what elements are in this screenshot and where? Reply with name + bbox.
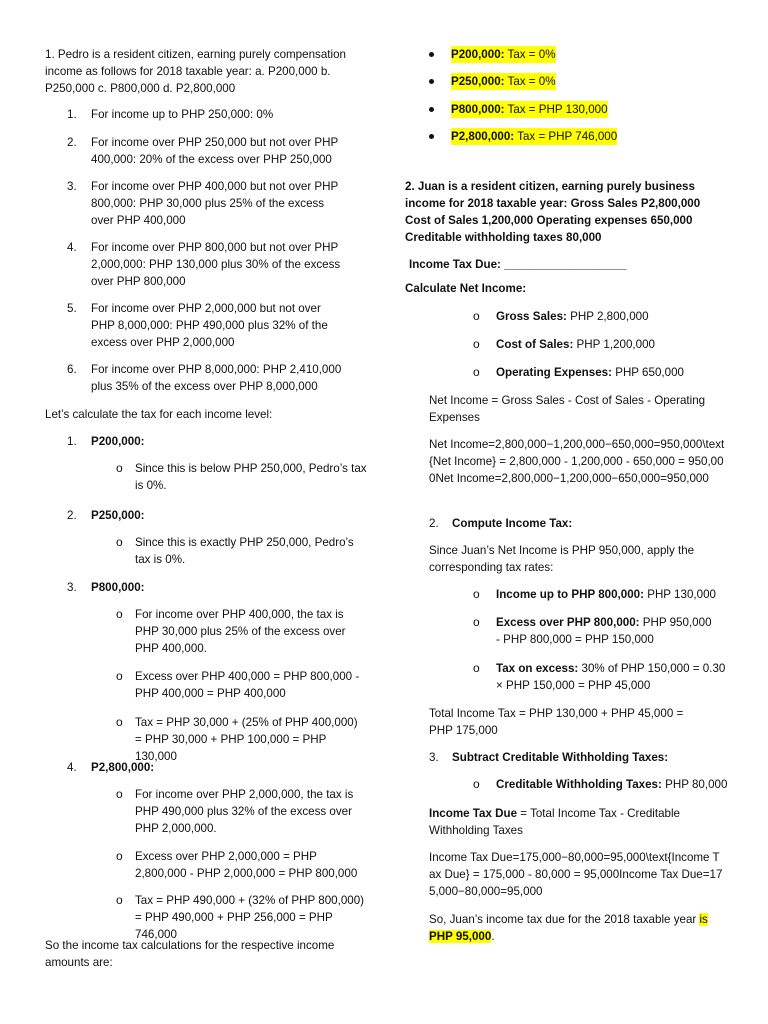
- final-pre: So, Juan’s income tax due for the 2018 taxable year: [429, 913, 700, 926]
- level-title: P250,000:: [91, 509, 145, 522]
- net-item: [496, 308, 649, 325]
- level-number: 4.: [67, 761, 77, 774]
- bullet-o-icon: o: [473, 615, 480, 629]
- step2-intro: Since Juan’s Net Income is PHP 950,000, apply the corresponding tax rates:: [429, 544, 695, 574]
- result-highlight: [451, 101, 608, 118]
- result-amount: P200,000:: [451, 48, 505, 61]
- tax-item-value: PHP 950,000 - PHP 800,000 = PHP 150,000: [496, 616, 712, 646]
- question-2-text: 2. Juan is a resident citizen, earning purely business income for 2018 taxable year: Gross Sales P2,800,000 Cost of Sales 1,200,000 Operating expenses 650,000 Creditable withholding taxes 80,000: [405, 180, 701, 244]
- result-tax: Tax = 0%: [504, 75, 556, 88]
- bullet-o-icon: o: [116, 787, 123, 801]
- bullet-dot-icon: [429, 134, 434, 139]
- income-tax-due-calculation: Income Tax Due=175,000−80,000=95,000\text{Income Tax Due} = 175,000 - 80,000 = 95,000Income Tax Due=175,000−80,000=95,000: [429, 851, 723, 898]
- bracket-number: 5.: [67, 302, 77, 315]
- result-highlight: [451, 73, 556, 90]
- level-bullet: Since this is below PHP 250,000, Pedro’s tax is 0%.: [135, 462, 367, 492]
- final-answer: [429, 911, 725, 945]
- bracket-text: For income over PHP 800,000 but not over PHP 2,000,000: PHP 130,000 plus 30% of the excess over PHP 800,000: [91, 241, 341, 288]
- result-amount: P250,000:: [451, 75, 505, 88]
- bullet-o-icon: o: [473, 365, 480, 379]
- step-number: 3.: [429, 751, 439, 764]
- tax-item-label: Tax on excess:: [496, 662, 579, 675]
- calc-net-income-heading: Calculate Net Income:: [405, 282, 527, 295]
- step-number: 2.: [429, 517, 439, 530]
- bullet-o-icon: o: [473, 777, 480, 791]
- net-income-calculation: Net Income=2,800,000−1,200,000−650,000=950,000\text{Net Income} = 2,800,000 - 1,200,000 - 650,000 = 950,000Net Income=2,800,000−1,200,000−650,000=950,000: [429, 438, 725, 485]
- bullet-dot-icon: [429, 79, 434, 84]
- result-amount: P800,000:: [451, 103, 505, 116]
- income-tax-due-line: Income Tax Due: ___________________: [409, 258, 627, 271]
- bullet-dot-icon: [429, 52, 434, 57]
- tax-item-value: PHP 130,000: [643, 588, 716, 601]
- tax-item-value: 30% of PHP 150,000 = 0.30 × PHP 150,000 = PHP 45,000: [496, 662, 726, 692]
- result-tax: Tax = PHP 746,000: [514, 130, 618, 143]
- bullet-o-icon: o: [473, 337, 480, 351]
- bracket-text: For income over PHP 400,000 but not over PHP 800,000: PHP 30,000 plus 25% of the excess over PHP 400,000: [91, 180, 339, 227]
- bullet-dot-icon: [429, 107, 434, 112]
- income-tax-due-formula: [429, 805, 719, 839]
- bullet-o-icon: o: [116, 893, 123, 907]
- bullet-o-icon: o: [116, 535, 123, 549]
- net-item-value: PHP 1,200,000: [573, 338, 655, 351]
- bracket-number: 2.: [67, 136, 77, 149]
- itd-label: Income Tax Due: [429, 807, 518, 820]
- question-1-text: 1. Pedro is a resident citizen, earning purely compensation income as follows for 2018 taxable year: a. P200,000 b. P250,000 c. P800,000 d. P2,800,000: [45, 48, 346, 95]
- bracket-text: For income up to PHP 250,000: 0%: [91, 108, 274, 121]
- bracket-text: For income over PHP 8,000,000: PHP 2,410,000 plus 35% of the excess over PHP 8,000,000: [91, 363, 342, 393]
- net-item: [496, 364, 684, 381]
- total-income-tax: Total Income Tax = PHP 130,000 + PHP 45,000 = PHP 175,000: [429, 707, 684, 737]
- bullet-o-icon: o: [473, 661, 480, 675]
- bullet-o-icon: o: [473, 309, 480, 323]
- cwt-item: [496, 776, 727, 793]
- net-item-label: Gross Sales:: [496, 310, 567, 323]
- net-item-value: PHP 650,000: [611, 366, 684, 379]
- level-bullet: Tax = PHP 490,000 + (32% of PHP 800,000) = PHP 490,000 + PHP 256,000 = PHP 746,000: [135, 894, 365, 941]
- tax-item: [496, 586, 716, 603]
- level-bullet: For income over PHP 400,000, the tax is PHP 30,000 plus 25% of the excess over PHP 400,000.: [135, 608, 346, 655]
- level-number: 1.: [67, 435, 77, 448]
- closing-text: So the income tax calculations for the respective income amounts are:: [45, 939, 335, 969]
- bracket-text: For income over PHP 2,000,000 but not over PHP 8,000,000: PHP 490,000 plus 32% of the excess over PHP 2,000,000: [91, 302, 328, 349]
- net-item-label: Cost of Sales:: [496, 338, 574, 351]
- result-amount: P2,800,000:: [451, 130, 515, 143]
- level-bullet: Excess over PHP 2,000,000 = PHP 2,800,000 - PHP 2,000,000 = PHP 800,000: [135, 850, 358, 880]
- level-number: 2.: [67, 509, 77, 522]
- level-title: P200,000:: [91, 435, 145, 448]
- result-tax: Tax = PHP 130,000: [504, 103, 608, 116]
- bullet-o-icon: o: [116, 715, 123, 729]
- bullet-o-icon: o: [116, 607, 123, 621]
- bullet-o-icon: o: [116, 849, 123, 863]
- result-highlight: [451, 46, 556, 63]
- tax-item-label: Excess over PHP 800,000:: [496, 616, 640, 629]
- bullet-o-icon: o: [116, 669, 123, 683]
- net-item-value: PHP 2,800,000: [566, 310, 649, 323]
- tax-item-label: Income up to PHP 800,000:: [496, 588, 644, 601]
- bullet-o-icon: o: [473, 587, 480, 601]
- bullet-o-icon: o: [116, 461, 123, 475]
- bracket-text: For income over PHP 250,000 but not over PHP 400,000: 20% of the excess over PHP 250,000: [91, 136, 339, 166]
- step-title: Subtract Creditable Withholding Taxes:: [452, 751, 669, 764]
- level-bullet: Since this is exactly PHP 250,000, Pedro’s tax is 0%.: [135, 536, 354, 566]
- net-item: [496, 336, 655, 353]
- bracket-number: 4.: [67, 241, 77, 254]
- final-is: is: [699, 913, 708, 926]
- level-number: 3.: [67, 581, 77, 594]
- level-bullet: Excess over PHP 400,000 = PHP 800,000 - PHP 400,000 = PHP 400,000: [135, 670, 360, 700]
- bracket-number: 6.: [67, 363, 77, 376]
- cwt-value: PHP 80,000: [661, 778, 728, 791]
- result-highlight: [451, 128, 617, 145]
- tax-item: [496, 660, 731, 694]
- lets-calculate-text: Let’s calculate the tax for each income level:: [45, 408, 273, 421]
- level-bullet: Tax = PHP 30,000 + (25% of PHP 400,000) = PHP 30,000 + PHP 100,000 = PHP 130,000: [135, 716, 358, 763]
- final-amount: PHP 95,000: [429, 930, 492, 943]
- bracket-number: 3.: [67, 180, 77, 193]
- bracket-number: 1.: [67, 108, 77, 121]
- net-item-label: Operating Expenses:: [496, 366, 612, 379]
- level-title: P2,800,000:: [91, 761, 155, 774]
- level-bullet: For income over PHP 2,000,000, the tax is PHP 490,000 plus 32% of the excess over PHP 2,000,000.: [135, 788, 354, 835]
- result-tax: Tax = 0%: [504, 48, 556, 61]
- tax-item: [496, 614, 714, 648]
- cwt-label: Creditable Withholding Taxes:: [496, 778, 662, 791]
- final-dot: .: [491, 930, 495, 943]
- step-title: Compute Income Tax:: [452, 517, 573, 530]
- net-income-formula: Net Income = Gross Sales - Cost of Sales - Operating Expenses: [429, 394, 706, 424]
- itd-rest: = Total Income Tax - Creditable Withholding Taxes: [429, 807, 680, 837]
- level-title: P800,000:: [91, 581, 145, 594]
